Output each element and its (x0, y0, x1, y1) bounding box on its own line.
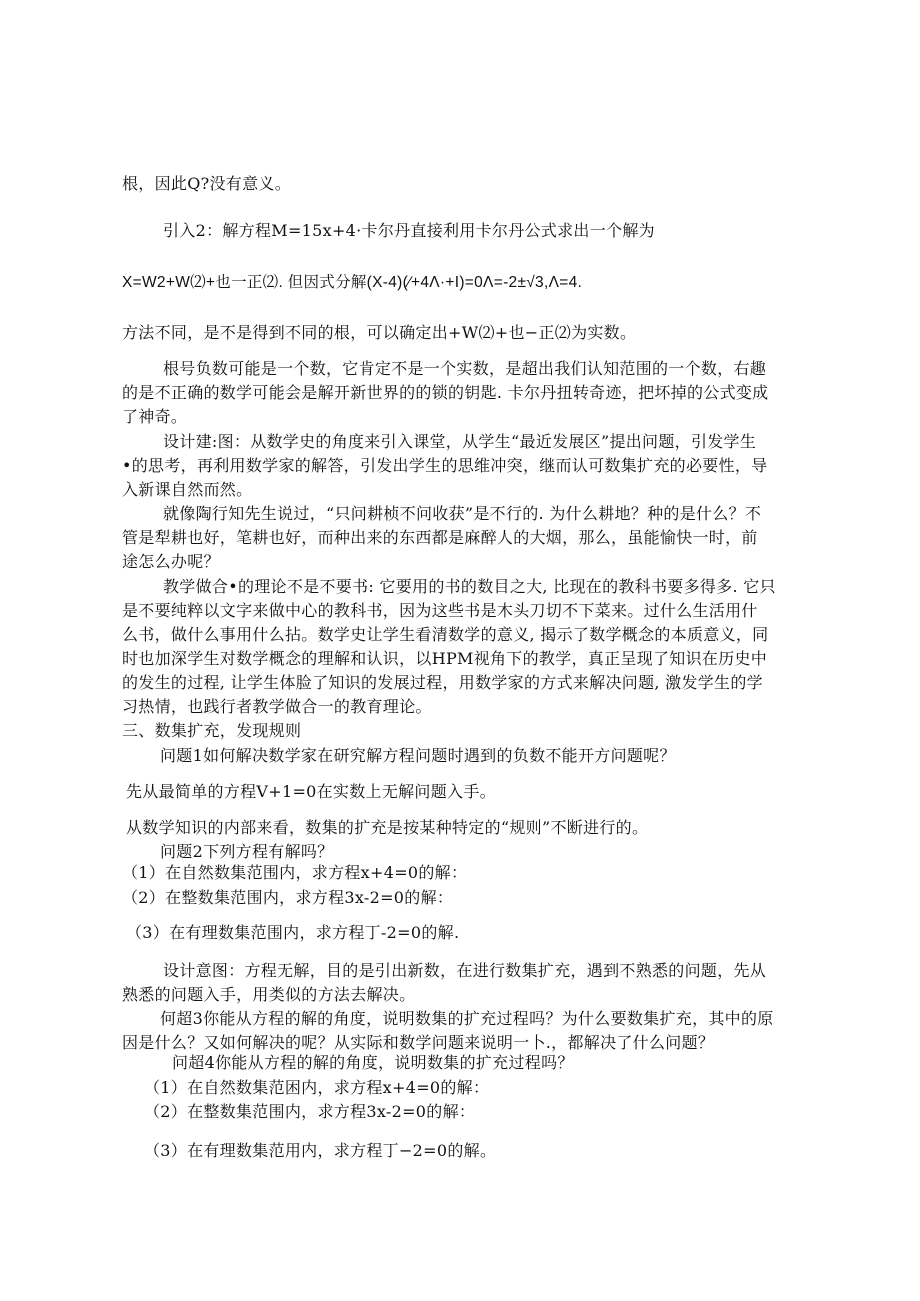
text-line: 就像陶行知先生说过，“只问耕桢不问收获”是不行的. 为什么耕地？种的是什么？不 (163, 504, 762, 523)
text-line: 么书，做什么事用什么拈。数学史让学生看清数学的意义, 揭示了数学概念的本质意义，同 (122, 625, 769, 644)
text-line: 先从最简单的方程V+1=0在实数上无解问题入手。 (126, 782, 496, 801)
text-line: 了神奇。 (122, 407, 188, 426)
text-line: 途怎么办呢？ (122, 552, 220, 571)
text-line: 习热情，也践行者教学做合一的教育理论。 (122, 697, 432, 716)
text-line: 教学做合•的理论不是不要书: 它要用的书的数目之大, 比现在的教科书要多得多. 它只 (163, 577, 776, 596)
text-line: 入新课自然而然。 (122, 480, 253, 499)
list-item: （3）在有理数集范围内，求方程丁-2=0的解. (126, 923, 460, 942)
text-line: •的思考，再利用数学家的解答，引发出学生的思维冲突，继而认可数集扩充的必要性，导 (122, 456, 768, 475)
text-line: 引入2：解方程M=15x+4·卡尔丹直接利用卡尔丹公式求出一个解为 (163, 221, 655, 240)
text-line: 时也加深学生对数学概念的理解和认识，以HPM视角下的教学，真正呈现了知识在历史中 (122, 649, 768, 668)
list-item: （3）在有理数集范用内，求方程丁−2=0的解。 (144, 1141, 497, 1160)
question-line: 何超3你能从方程的解的角度，说明数集的扩充过程吗？为什么要数集扩充，其中的原 (160, 1009, 774, 1028)
text-line: 是不要纯粹以文字来做中心的教科书，因为这些书是木头刀切不下菜来。过什么生活用什 (122, 601, 758, 620)
question-line: 问题1如何解决数学家在研究解方程问题时遇到的负数不能开方问题呢？ (160, 746, 676, 765)
list-item: （2）在整数集范围内，求方程3x-2=0的解： (122, 888, 454, 907)
text-line: 熟悉的问题入手，用类似的方法去解决。 (122, 985, 416, 1004)
equation-line: X=W2+W⑵+也一正⑵. 但因式分解(X-4)(∕+4Λ·+I)=0Λ=-2±√3,Λ=4. (122, 274, 583, 291)
text-line: 管是犁耕也好，笔耕也好，而种出来的东西都是麻醉人的大烟，那么，虽能愉快一时，前 (122, 528, 758, 547)
text-line: 设计意图：方程无解，目的是引出新数，在进行数集扩充，遇到不熟悉的问题，先从 (163, 961, 767, 980)
question-line: 问题2下列方程有解吗？ (160, 842, 334, 861)
text-line: 设计建:图：从数学史的角度来引入课堂，从学生“最近发展区”提出问题，引发学生 (163, 432, 757, 451)
question-line: 问超4你能从方程的解的角度，说明数集的扩充过程吗？ (172, 1053, 574, 1072)
list-item: （2）在整数集范围内，求方程3x-2=0的解： (144, 1102, 476, 1121)
list-item: （1）在自然数集范困内，求方程x+4=0的解： (144, 1078, 490, 1097)
text-line: 方法不同，是不是得到不同的根，可以确定出+W⑵+也−正⑵为实数。 (122, 323, 637, 342)
list-item: （1）在自然数集范围内，求方程x+4=0的解： (122, 863, 468, 882)
section-heading: 三、数集扩充，发现规则 (122, 721, 302, 740)
text-line: 的是不正确的数学可能会是解开新世界的的锁的钥匙. 卡尔丹扭转奇迹，把坏掉的公式变成 (122, 383, 769, 402)
text-line: 根号负数可能是一个数，它肯定不是一个实数，是超出我们认知范围的一个数，右趣 (163, 359, 767, 378)
text-line: 从数学知识的内部来看，数集的扩充是按某种特定的“规则”不断进行的。 (126, 818, 649, 837)
text-line: 根，因此Q?没有意义。 (122, 174, 291, 193)
text-line: 因是什么？又如何解决的呢？从实际和数学问题来说明一卜.，都解决了什么问题？ (122, 1033, 715, 1052)
text-line: 的发生的过程, 让学生体脸了知识的发展过程，用数学家的方式来解决问题, 激发学生的学 (122, 673, 763, 692)
